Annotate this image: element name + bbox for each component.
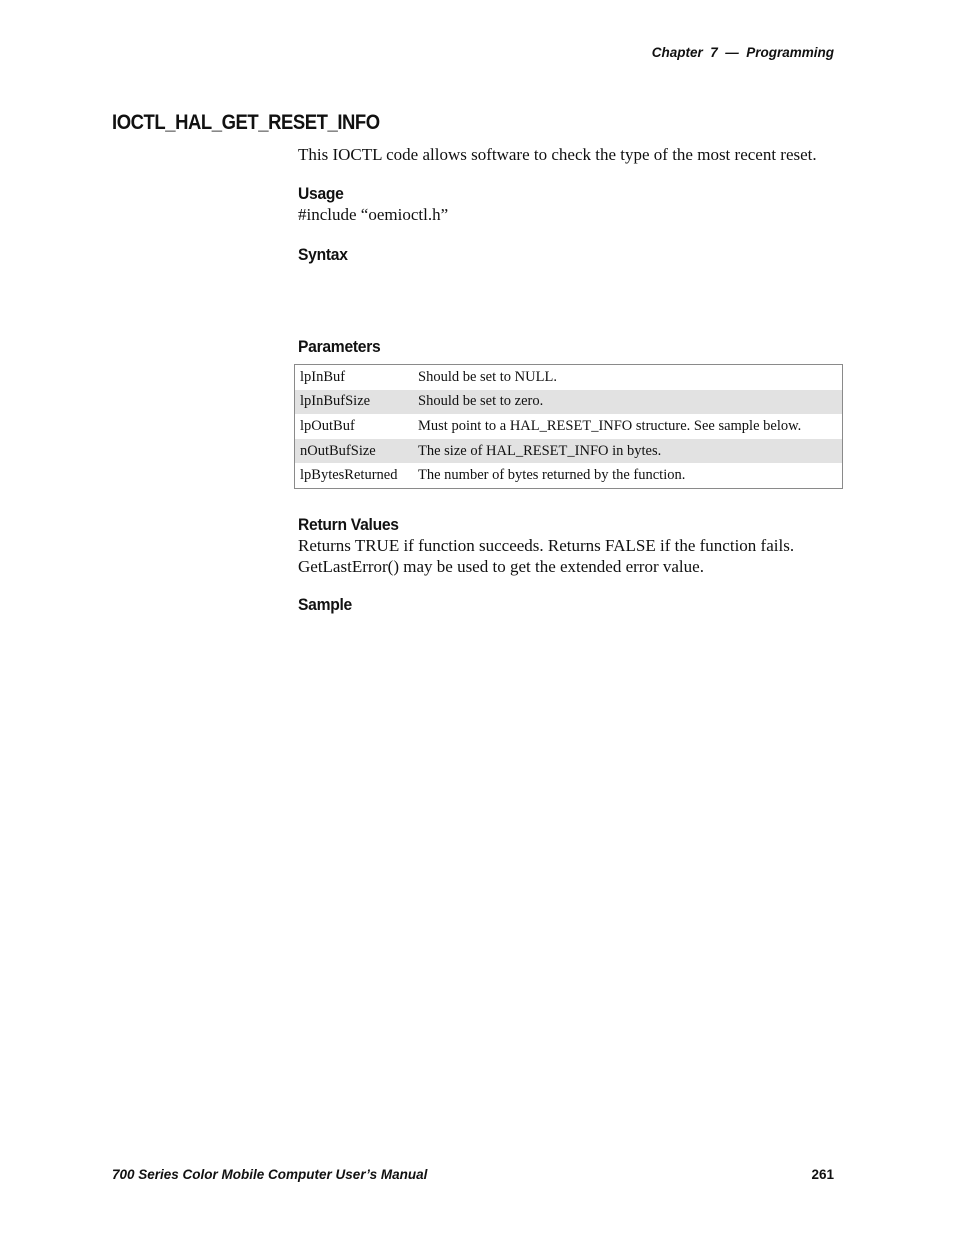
page-title: IOCTL_HAL_GET_RESET_INFO <box>112 111 380 134</box>
table-row <box>295 390 843 415</box>
footer-page-number: 261 <box>811 1167 834 1182</box>
parameters-table <box>294 364 843 489</box>
param-description: Should be set to NULL. <box>418 368 557 385</box>
param-name: lpInBufSize <box>295 390 414 415</box>
syntax-heading: Syntax <box>298 245 348 264</box>
table-row <box>295 414 843 439</box>
param-name: lpInBuf <box>300 368 346 385</box>
param-description: Must point to a HAL_RESET_INFO structure. See sample below. <box>418 417 802 434</box>
return-values-heading: Return Values <box>298 514 399 534</box>
return-values-text: Returns TRUE if function succeeds. Returns FALSE if the function fails. GetLastError() may be used to get the extended error value. <box>298 535 795 576</box>
param-name: lpBytesReturned <box>300 467 398 484</box>
table-row <box>295 463 843 488</box>
table-row <box>295 365 843 390</box>
param-name: nOutBufSize <box>295 439 414 464</box>
parameters-heading: Parameters <box>298 337 381 356</box>
description-paragraph: This IOCTL code allows software to check the type of the most recent reset. <box>298 145 817 164</box>
param-name: lpOutBuf <box>300 417 355 434</box>
usage-text: #include “oemioctl.h” <box>298 205 449 224</box>
content-column <box>298 144 843 615</box>
table-row <box>295 439 843 464</box>
footer-manual-title: 700 Series Color Mobile Computer User’s Manual <box>112 1167 428 1182</box>
usage-heading: Usage <box>298 184 344 203</box>
sample-heading: Sample <box>298 594 352 614</box>
param-description: The size of HAL_RESET_INFO in bytes. <box>413 439 843 464</box>
running-header: Chapter 7 — Programming <box>651 45 834 60</box>
param-description: Should be set to zero. <box>413 390 843 415</box>
param-description: The number of bytes returned by the function. <box>418 467 686 484</box>
